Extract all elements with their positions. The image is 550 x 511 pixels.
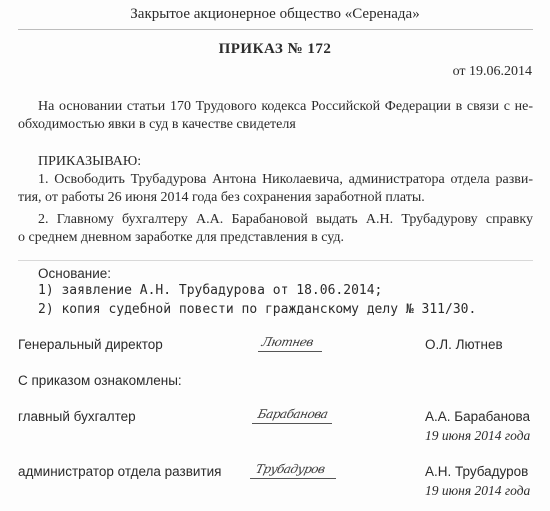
director-position: Генеральный директор: [18, 337, 163, 352]
basis-divider: [18, 260, 533, 261]
acquainted-1-date: 19 июня 2014 года: [425, 428, 531, 443]
basis-heading: Основание:: [38, 266, 111, 281]
director-signature-stroke: [258, 351, 322, 352]
acquainted-2-name: А.Н. Трубадуров: [425, 464, 529, 479]
basis-item-2: 2) копия судебной повести по гражданскому делу № 311/30.: [38, 302, 477, 317]
acquainted-heading: С приказом ознакомлены:: [18, 373, 182, 388]
acquainted-2-signature-stroke: [250, 478, 336, 479]
header-divider: [18, 29, 533, 30]
order-date: от 19.06.2014: [452, 64, 532, 79]
order-word: ПРИКАЗЫВАЮ:: [38, 154, 142, 169]
acquainted-1-name: А.А. Барабанова: [425, 409, 531, 424]
basis-item-1: 1) заявление А.Н. Трубадурова от 18.06.2014;: [38, 283, 383, 298]
acquainted-2-date: 19 июня 2014 года: [425, 483, 531, 498]
item-2-line-2: о среднем дневном заработке для представления в суд.: [18, 230, 344, 245]
item-1-line-1: 1. Освободить Трубадурова Антона Николаевича, администратора отдела разви-: [38, 172, 533, 187]
item-2-line-1: 2. Главному бухгалтеру А.А. Барабановой выдать А.Н. Трубадурову справку: [38, 212, 533, 227]
acquainted-1-signature: Барабанова: [256, 407, 330, 421]
item-1-line-2: тия, от работы 26 июня 2014 года без сохранения заработной платы.: [18, 190, 425, 205]
organization-name: Закрытое акционерное общество «Серенада»: [130, 6, 420, 22]
preamble-line-1: На основании статьи 170 Трудового кодекса Российской Федерации в связи с не-: [38, 99, 533, 114]
acquainted-1-position: главный бухгалтер: [18, 409, 136, 424]
order-title: ПРИКАЗ № 172: [218, 41, 332, 57]
acquainted-2-signature: Трубадуров: [254, 462, 327, 476]
preamble-line-2: обходимостью явки в суд в качестве свидетеля: [18, 117, 296, 132]
director-signature: Лютнев: [260, 335, 315, 349]
acquainted-2-position: администратор отдела развития: [18, 464, 222, 479]
acquainted-1-signature-stroke: [252, 423, 332, 424]
director-name: О.Л. Лютнев: [425, 337, 503, 352]
